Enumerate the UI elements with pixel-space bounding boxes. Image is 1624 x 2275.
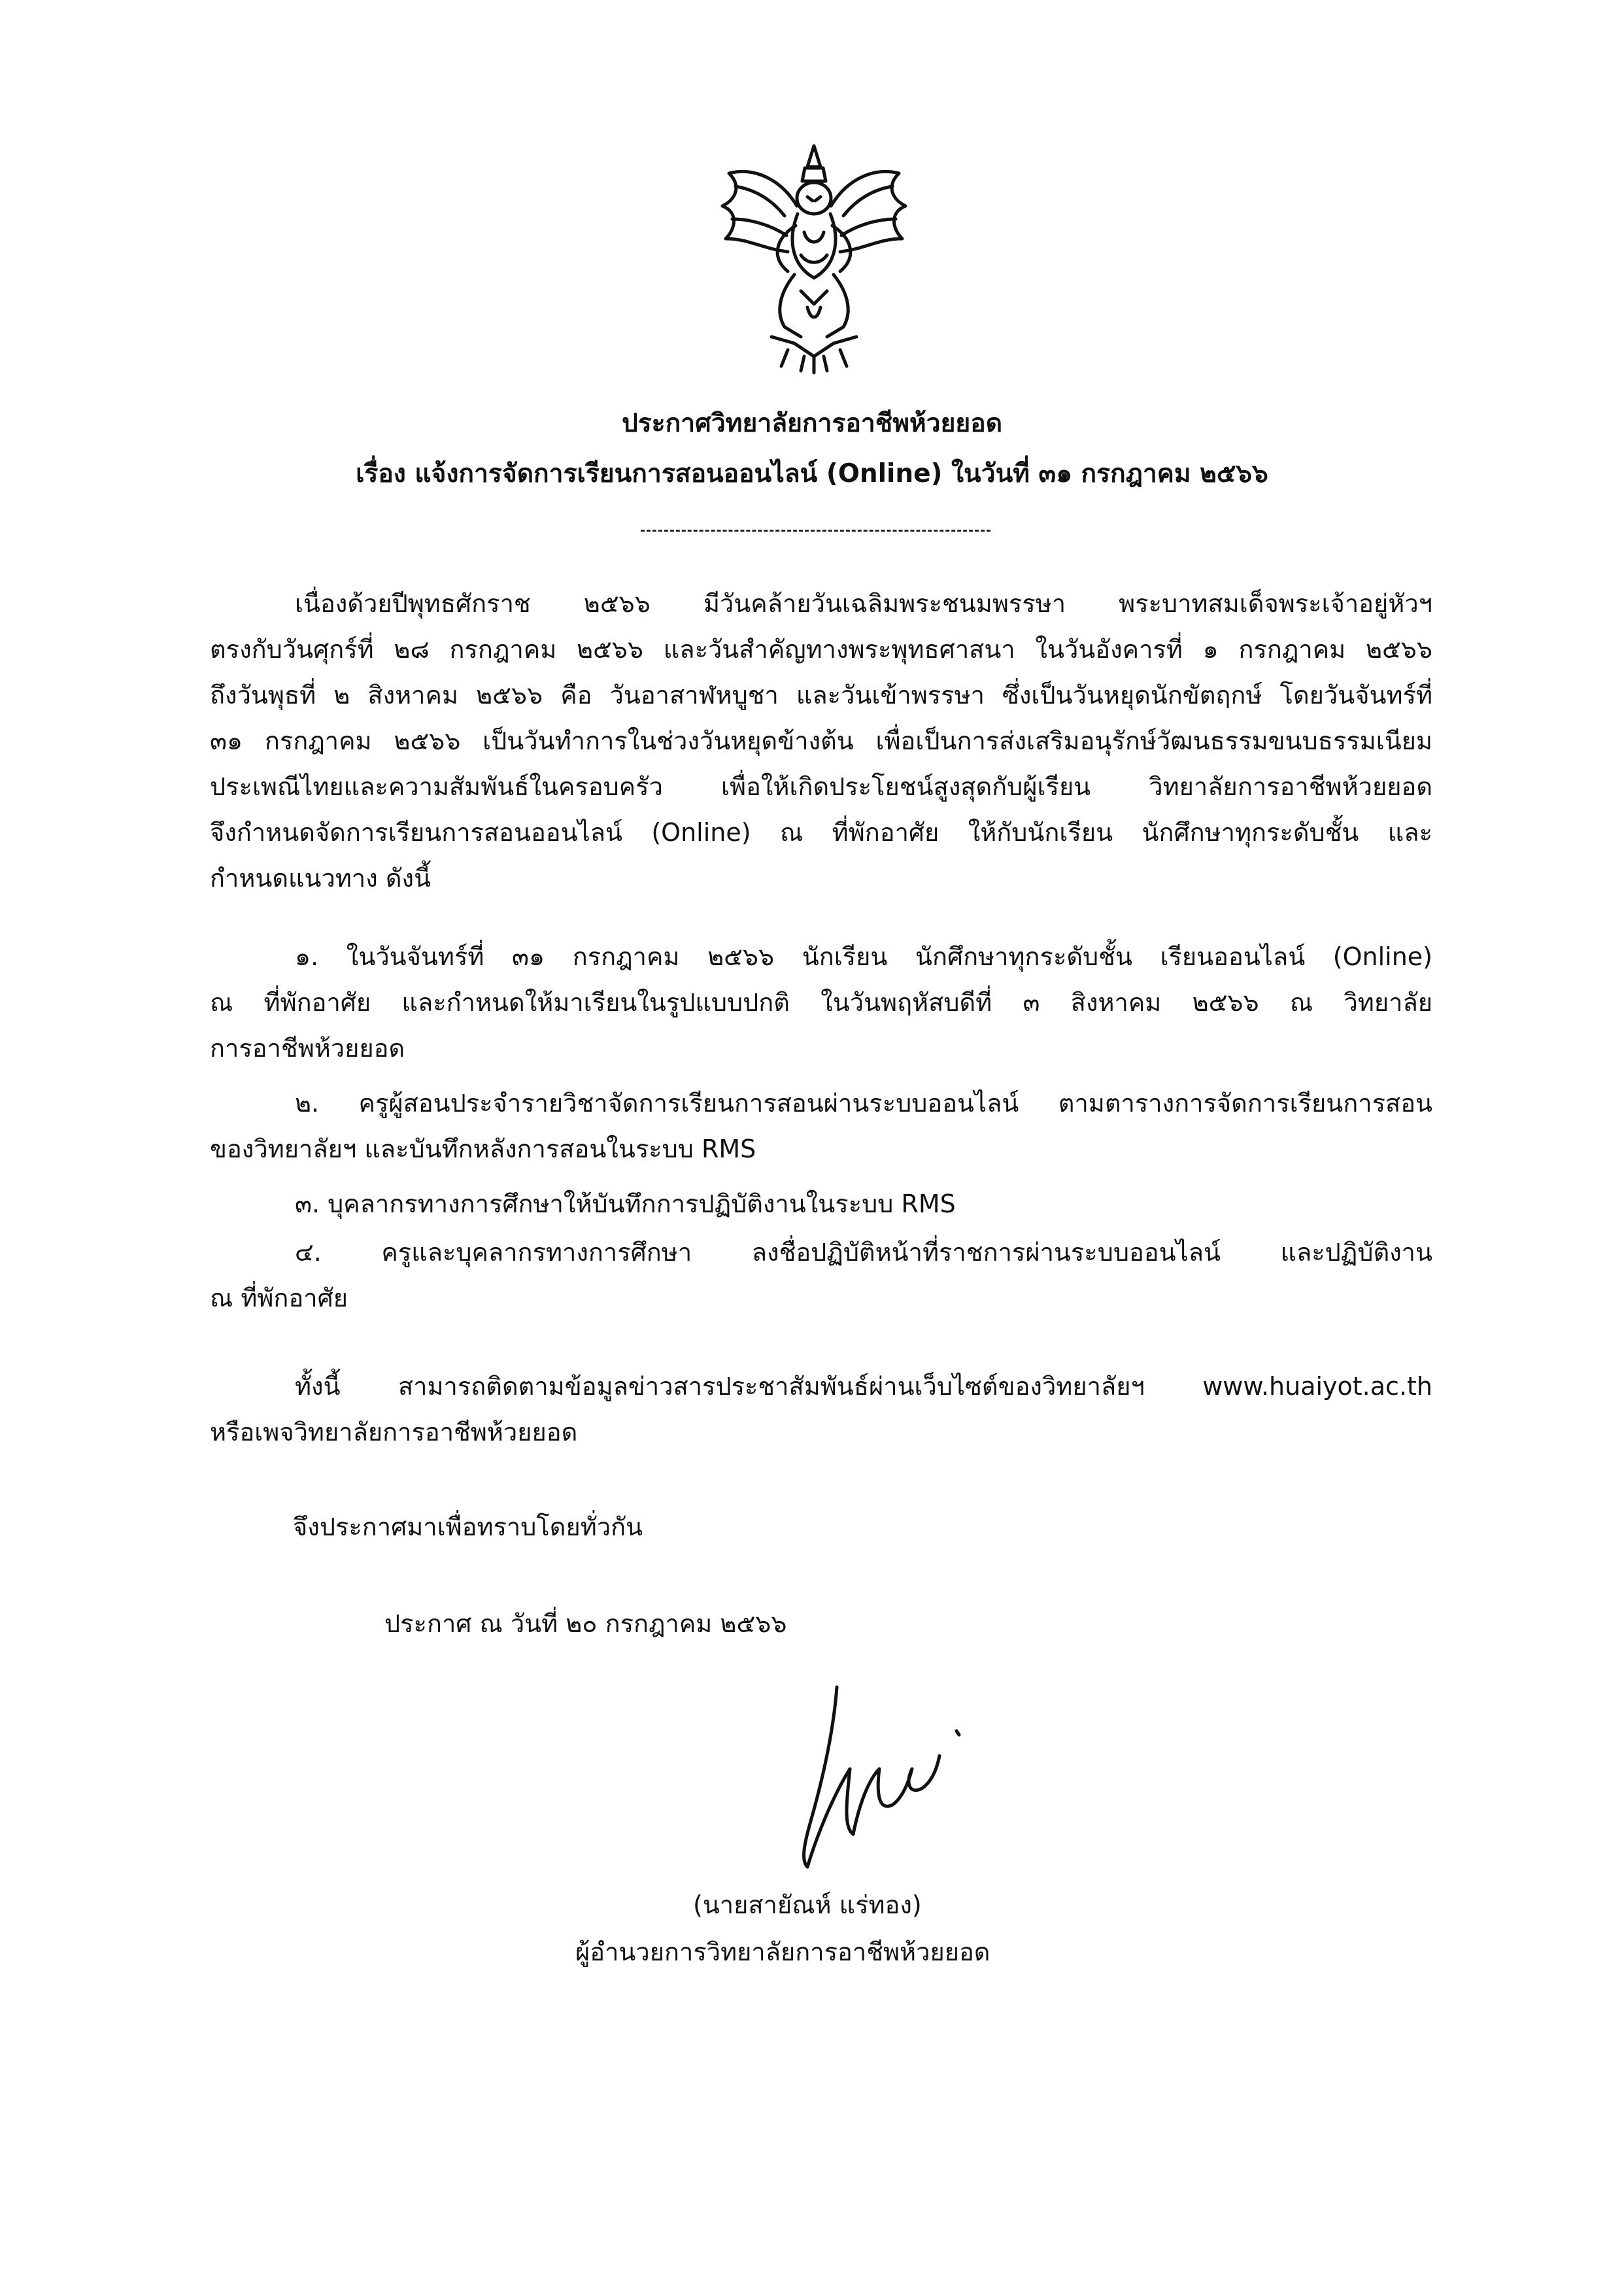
list-item-4 [210,1229,1432,1321]
signature-icon [781,1671,971,1880]
list-item-3 [210,1181,1432,1227]
list-item-line: ๔. ครูและบุคลากรทางการศึกษา ลงชื่อปฏิบัติหน้าที่ราชการผ่านระบบออนไลน์ และปฏิบัติงาน [295,1238,1432,1267]
list-item-line: ณ ที่พักอาศัย และกำหนดให้มาเรียนในรูปแบบปกติ ในวันพฤหัสบดีที่ ๓ สิงหาคม ๒๕๖๖ ณ วิทยาลัย [210,988,1432,1017]
paragraph-line: ประเพณีไทยและความสัมพันธ์ในครอบครัว เพื่อให้เกิดประโยชน์สูงสุดกับผู้เรียน วิทยาลัยการอาชีพห้วยยอด [210,772,1432,801]
announcement-title: ประกาศวิทยาลัยการอาชีพห้วยยอด [621,409,1003,438]
paragraph-line: กำหนดแนวทาง ดังนี้ [210,864,431,893]
list-item-line: ณ ที่พักอาศัย [210,1284,348,1312]
paragraph-line: หรือเพจวิทยาลัยการอาชีพห้วยยอด [210,1418,578,1446]
list-item-line: ๓. บุคลากรทางการศึกษาให้บันทึกการปฏิบัติงานในระบบ RMS [295,1189,956,1218]
paragraph-line: ๓๑ กรกฎาคม ๒๕๖๖ เป็นวันทำการในช่วงวันหยุดข้างต้น เพื่อเป็นการส่งเสริมอนุรักษ์วัฒนธรรมขนบธรรมเนียม [210,727,1432,755]
paragraph-line: เนื่องด้วยปีพุทธศักราช ๒๕๖๖ มีวันคล้ายวันเฉลิมพระชนมพรรษา พระบาทสมเด็จพระเจ้าอยู่หัวฯ [295,589,1432,618]
closing-statement: จึงประกาศมาเพื่อทราบโดยทั่วกัน [293,1513,643,1541]
paragraph-line: ตรงกับวันศุกร์ที่ ๒๘ กรกฎาคม ๒๕๖๖ และวันสำคัญทางพระพุทธศาสนา ในวันอังคารที่ ๑ กรกฎาคม ๒๕๖๖ [210,635,1432,664]
announcement-date: ประกาศ ณ วันที่ ๒๐ กรกฎาคม ๒๕๖๖ [384,1609,787,1638]
title-divider [641,530,990,532]
list-item-line: ของวิทยาลัยฯ และบันทึกหลังการสอนในระบบ RMS [210,1135,756,1163]
list-item-1 [210,934,1432,1071]
intro-paragraph [210,581,1432,901]
signatory-name: (นายสายัณห์ แร่ทอง) [693,1890,922,1919]
paragraph-line: ถึงวันพุธที่ ๒ สิงหาคม ๒๕๖๖ คือ วันอาสาฬหบูชา และวันเข้าพรรษา ซึ่งเป็นวันหยุดนักขัตฤกษ์ โดยวันจันทร์ที่ [210,681,1432,710]
list-item-2 [210,1080,1432,1172]
garuda-emblem-icon [709,141,919,376]
list-item-line: ๑. ในวันจันทร์ที่ ๓๑ กรกฎาคม ๒๕๖๖ นักเรียน นักศึกษาทุกระดับชั้น เรียนออนไลน์ (Online) [295,942,1432,971]
announcement-subject: เรื่อง แจ้งการจัดการเรียนการสอนออนไลน์ (Online) ในวันที่ ๓๑ กรกฎาคม ๒๕๖๖ [356,459,1268,488]
list-item-line: ๒. ครูผู้สอนประจำรายวิชาจัดการเรียนการสอนผ่านระบบออนไลน์ ตามตารางการจัดการเรียนการสอน [295,1089,1432,1118]
signatory-position: ผู้อำนวยการวิทยาลัยการอาชีพห้วยยอด [575,1938,990,1966]
list-item-line: การอาชีพห้วยยอด [210,1034,405,1063]
paragraph-line: ทั้งนี้ สามารถติดตามข้อมูลข่าวสารประชาสัมพันธ์ผ่านเว็บไซต์ของวิทยาลัยฯ www.huaiyot.ac.th [295,1372,1432,1401]
followup-paragraph [210,1363,1432,1455]
paragraph-line: จึงกำหนดจัดการเรียนการสอนออนไลน์ (Online) ณ ที่พักอาศัย ให้กับนักเรียน นักศึกษาทุกระดับชั้น และ [210,818,1432,847]
